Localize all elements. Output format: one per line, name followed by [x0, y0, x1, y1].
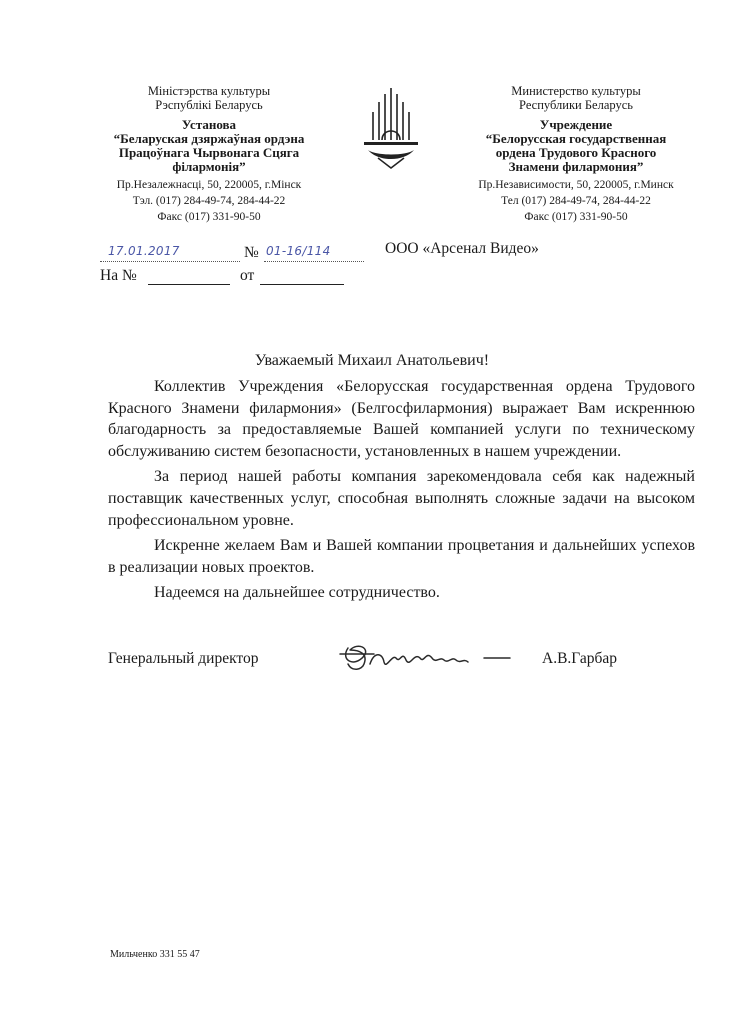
header-right: [462, 84, 690, 224]
header-left: [98, 84, 320, 224]
number-label: №: [244, 244, 259, 261]
ministry-line-2-ru: Республики Беларусь: [519, 98, 633, 112]
address-be: Пр.Незалежнасці, 50, 220005, г.Мінск: [116, 179, 302, 191]
paragraph-1: Коллектив Учреждения «Белорусская государственная ордена Трудового Красного Знамени филармония» (Белгосфилармония) выражает Вам искреннюю благодарность за предоставляемые Вашей компанией услуги по техническому обслуживанию систем безопасности, установленных в нашем учреждении.: [108, 378, 695, 460]
recipient: ООО «Арсенал Видео»: [385, 240, 539, 257]
paragraph-3: Искренне желаем Вам и Вашей компании процветания и дальнейших успехов в реализации новых проектов.: [108, 537, 695, 576]
outgoing-number: 01-16/114: [266, 244, 331, 258]
org-name-line-3-ru: Знамени филармония”: [508, 159, 644, 174]
ministry-line-1-be: Міністэрства культуры: [147, 84, 271, 98]
date-underline: [100, 261, 240, 262]
outgoing-reference: [100, 244, 368, 266]
ministry-line-2-be: Рэспублікі Беларусь: [155, 98, 263, 112]
phones-ru: Тел (017) 284-49-74, 284-44-22: [501, 195, 651, 207]
letter-body: [108, 376, 695, 604]
signatory-position: Генеральный директор: [108, 650, 259, 667]
org-name-line-1-ru: “Белорусская государственная: [485, 131, 667, 146]
reply-date-label: от: [240, 267, 255, 284]
greeting: Уважаемый Михаил Анатольевич!: [254, 352, 490, 369]
number-underline: [264, 261, 364, 262]
executor-note: Мильченко 331 55 47: [110, 949, 200, 960]
reply-number-blank: [148, 284, 230, 285]
org-name-line-3-be: філармонія”: [172, 159, 246, 174]
reply-reference: [100, 267, 360, 289]
reply-date-blank: [260, 284, 344, 285]
paragraph-2: За период нашей работы компания зарекомендовала себя как надежный поставщик качественных услуг, способная выполнять сложные задачи на высоком профессиональном уровне.: [108, 468, 695, 529]
signatory-name: А.В.Гарбар: [542, 650, 618, 667]
philharmonic-logo-icon: [358, 84, 424, 170]
fax-be: Факс (017) 331-90-50: [157, 211, 261, 223]
paragraph-4: Надеемся на дальнейшее сотрудничество.: [154, 584, 440, 602]
fax-ru: Факс (017) 331-90-50: [524, 211, 628, 223]
org-name-line-2-ru: ордена Трудового Красного: [495, 145, 657, 160]
org-name-line-2-be: Працоўнага Чырвонага Сцяга: [118, 145, 300, 160]
reply-number-label: На №: [100, 267, 137, 284]
phones-be: Тэл. (017) 284-49-74, 284-44-22: [132, 195, 286, 207]
org-type-be: Установа: [181, 117, 237, 132]
outgoing-date: 17.01.2017: [108, 244, 180, 258]
address-ru: Пр.Независимости, 50, 220005, г.Минск: [478, 179, 674, 191]
handwritten-signature: [334, 634, 514, 680]
org-name-line-1-be: “Беларуская дзяржаўная ордэна: [113, 131, 305, 146]
org-type-ru: Учреждение: [539, 117, 613, 132]
ministry-line-1-ru: Министерство культуры: [511, 84, 641, 98]
